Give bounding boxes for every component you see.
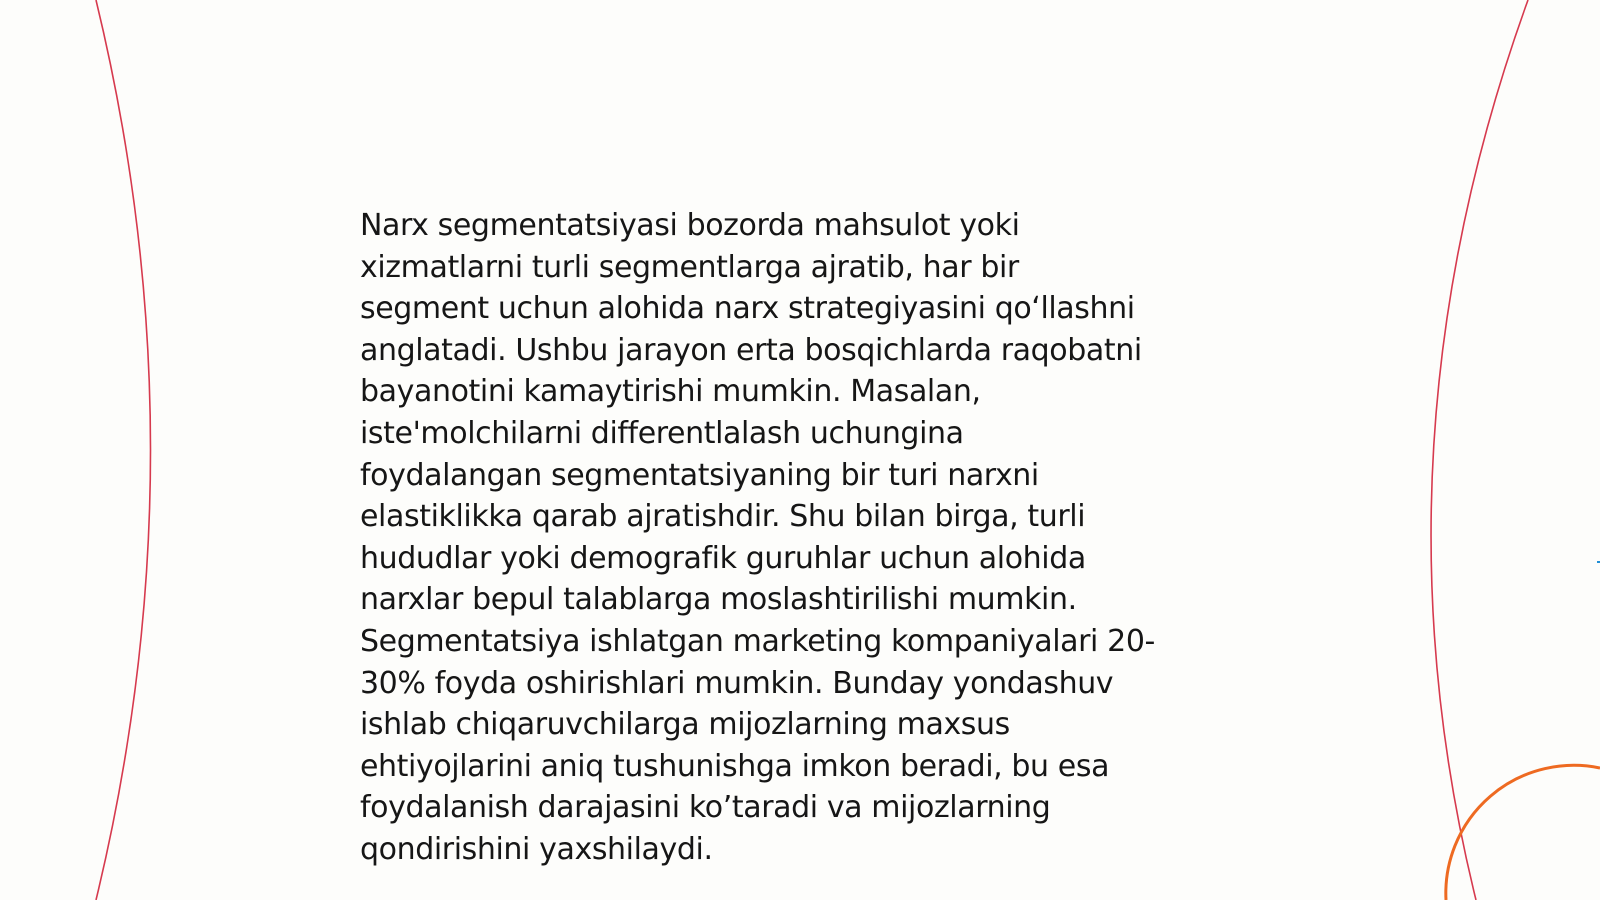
paragraph-line: ehtiyojlarini aniq tushunishga imkon beradi, bu esa (360, 748, 1110, 784)
right-red-curve (1431, 0, 1528, 900)
paragraph-line: Narx segmentatsiyasi bozorda mahsulot yoki (360, 208, 1020, 243)
paragraph-line: ishlab chiqaruvchilarga mijozlarning maxsus (360, 707, 1010, 743)
left-red-curve (96, 0, 151, 900)
paragraph-line: foydalangan segmentatsiyaning bir turi narxni (360, 457, 1039, 493)
paragraph-line: anglatadi. Ushbu jarayon erta bosqichlarda raqobatni (360, 332, 1142, 368)
paragraph-line: Segmentatsiya ishlatgan marketing kompaniyalari 20- (360, 623, 1155, 659)
paragraph-line: xizmatlarni turli segmentlarga ajratib, har bir (360, 249, 1019, 285)
paragraph-line: 30% foyda oshirishlari mumkin. Bunday yondashuv (360, 665, 1114, 701)
orange-arc (1446, 765, 1600, 900)
paragraph-line: segment uchun alohida narx strategiyasini qo‘llashni (360, 291, 1135, 327)
paragraph-line: hududlar yoki demografik guruhlar uchun alohida (360, 540, 1086, 576)
paragraph-line: iste'molchilarni differentlalash uchungina (360, 415, 964, 451)
paragraph-line: foydalanish darajasini ko’taradi va mijozlarning (360, 790, 1051, 826)
paragraph-line: narxlar bepul talablarga moslashtirilishi mumkin. (360, 582, 1077, 618)
paragraph-line: qondirishini yaxshilaydi. (360, 831, 713, 867)
paragraph-line: elastiklikka qarab ajratishdir. Shu bilan birga, turli (360, 499, 1086, 535)
paragraph-line: bayanotini kamaytirishi mumkin. Masalan, (360, 374, 981, 410)
body-paragraph (360, 205, 1240, 871)
